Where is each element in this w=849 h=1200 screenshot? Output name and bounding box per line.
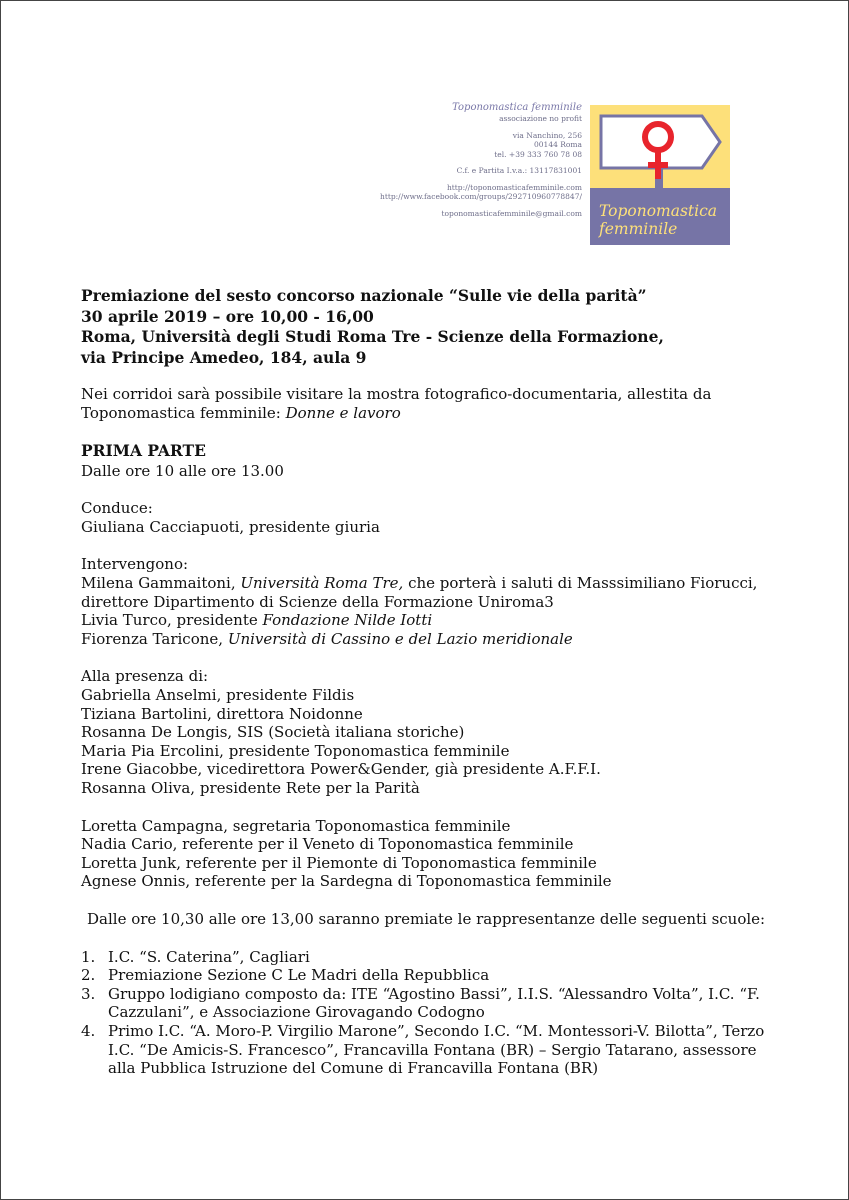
event-heading — [81, 286, 781, 368]
exhibit-title: Donne e lavoro — [285, 403, 401, 422]
document-body — [81, 286, 781, 1078]
referent-line: Agnese Onnis, referente per la Sardegna di Toponomastica femminile — [81, 872, 612, 891]
school-item — [81, 948, 781, 967]
guest-line: Rosanna Oliva, presidente Rete per la Parità — [81, 779, 420, 797]
speaker-line — [81, 630, 781, 649]
logo-text — [599, 202, 717, 238]
awards-intro: Dalle ore 10,30 alle ore 13,00 saranno premiate le rappresentanze delle seguenti scuole: — [87, 909, 766, 928]
letterhead-email-link[interactable]: toponomasticafemminile@gmail.com — [441, 208, 582, 218]
speaker-note: che porterà i saluti di Masssimiliano Fiorucci, — [403, 574, 758, 593]
school-number: 1. — [81, 947, 96, 966]
logo-text-line2: femminile — [599, 220, 678, 238]
letterhead-phone: tel. +39 333 760 78 08 — [494, 149, 582, 159]
presence-label: Alla presenza di: — [81, 667, 209, 686]
exhibit-text: Nei corridoi sarà possibile visitare la mostra fotografico-documentaria, allestita da Toponomastica femminile: — [81, 385, 712, 422]
guest-line: Rosanna De Longis, SIS (Società italiana storiche) — [81, 723, 465, 742]
school-item — [81, 985, 781, 1022]
school-text: Gruppo lodigiano composto da: ITE “Agostino Bassi”, I.I.S. “Alessandro Volta”, I.C. “F. Cazzulani”, e Associazione Girovagando Codogno — [108, 984, 760, 1022]
conduce-person: Giuliana Cacciapuoti, presidente giuria — [81, 517, 380, 536]
school-number: 3. — [81, 984, 96, 1003]
guest-line: Gabriella Anselmi, presidente Fildis — [81, 686, 355, 705]
speaker-affiliation: Fondazione Nilde Iotti — [262, 611, 433, 630]
event-venue: Roma, Università degli Studi Roma Tre - Scienze della Formazione, — [81, 327, 664, 346]
schools-list — [81, 948, 781, 1078]
letterhead-city: 00144 Roma — [534, 140, 582, 149]
intervengono-label: Intervengono: — [81, 555, 189, 574]
event-address: via Principe Amedeo, 184, aula 9 — [81, 347, 367, 367]
letterhead-facebook-link[interactable]: http://www.facebook.com/groups/292710960778847/ — [380, 192, 583, 201]
speaker-name: Fiorenza Taricone, — [81, 629, 228, 648]
speaker-affiliation: Università di Cassino e del Lazio meridionale — [227, 629, 573, 648]
school-item — [81, 1022, 781, 1078]
conduce-label: Conduce: — [81, 499, 153, 518]
event-title: Premiazione del sesto concorso nazionale “Sulle vie della parità” — [81, 286, 647, 305]
letterhead-org-type: associazione no profit — [499, 114, 582, 123]
logo-text-line1: Toponomastica — [599, 202, 718, 220]
speaker-affiliation: Università Roma Tre, — [240, 574, 404, 593]
school-number: 2. — [81, 966, 96, 985]
guest-line: Irene Giacobbe, vicedirettora Power&Gender, già presidente A.F.F.I. — [81, 760, 601, 779]
school-text: I.C. “S. Caterina”, Cagliari — [108, 947, 310, 966]
speaker-line: direttore Dipartimento di Scienze della Formazione Uniroma3 — [81, 592, 554, 611]
school-text: Primo I.C. “A. Moro-P. Virgilio Marone”, Secondo I.C. “M. Montessori-V. Bilotta”, Terzo I.C. “De Amicis-S. Francesco”, Francavilla Fontana (BR) – Sergio Tatarano, assessore alla Pubblica Istruzione del Comune di Francavilla Fontana (BR) — [108, 1021, 765, 1078]
referent-line: Nadia Cario, referente per il Veneto di Toponomastica femminile — [81, 835, 574, 854]
school-item — [81, 966, 781, 985]
referent-line: Loretta Campagna, segretaria Toponomastica femminile — [81, 816, 511, 835]
guest-line: Maria Pia Ercolini, presidente Toponomastica femminile — [81, 741, 510, 760]
speaker-name: Milena Gammaitoni, — [81, 574, 241, 593]
speaker-name: Livia Turco, presidente — [81, 611, 263, 630]
exhibit-paragraph — [81, 385, 781, 422]
event-date: 30 aprile 2019 – ore 10,00 - 16,00 — [81, 306, 374, 326]
letterhead-street: via Nanchino, 256 — [512, 130, 582, 140]
speaker-line — [81, 611, 781, 630]
letterhead — [380, 102, 582, 218]
letterhead-org-name: Toponomastica femminile — [452, 102, 582, 113]
referent-line: Loretta Junk, referente per il Piemonte di Toponomastica femminile — [81, 853, 597, 872]
guest-line: Tiziana Bartolini, direttora Noidonne — [81, 704, 363, 723]
letterhead-tax-id: C.f. e Partita I.v.a.: 13117831001 — [456, 166, 582, 175]
letterhead-website-link[interactable]: http://toponomasticafemminile.com — [446, 182, 582, 192]
logo — [590, 105, 730, 245]
section-title: PRIMA PARTE — [81, 441, 206, 461]
school-text: Premiazione Sezione C Le Madri della Repubblica — [108, 966, 490, 985]
section-time: Dalle ore 10 alle ore 13.00 — [81, 461, 284, 480]
speaker-line — [81, 574, 781, 593]
school-number: 4. — [81, 1021, 96, 1040]
